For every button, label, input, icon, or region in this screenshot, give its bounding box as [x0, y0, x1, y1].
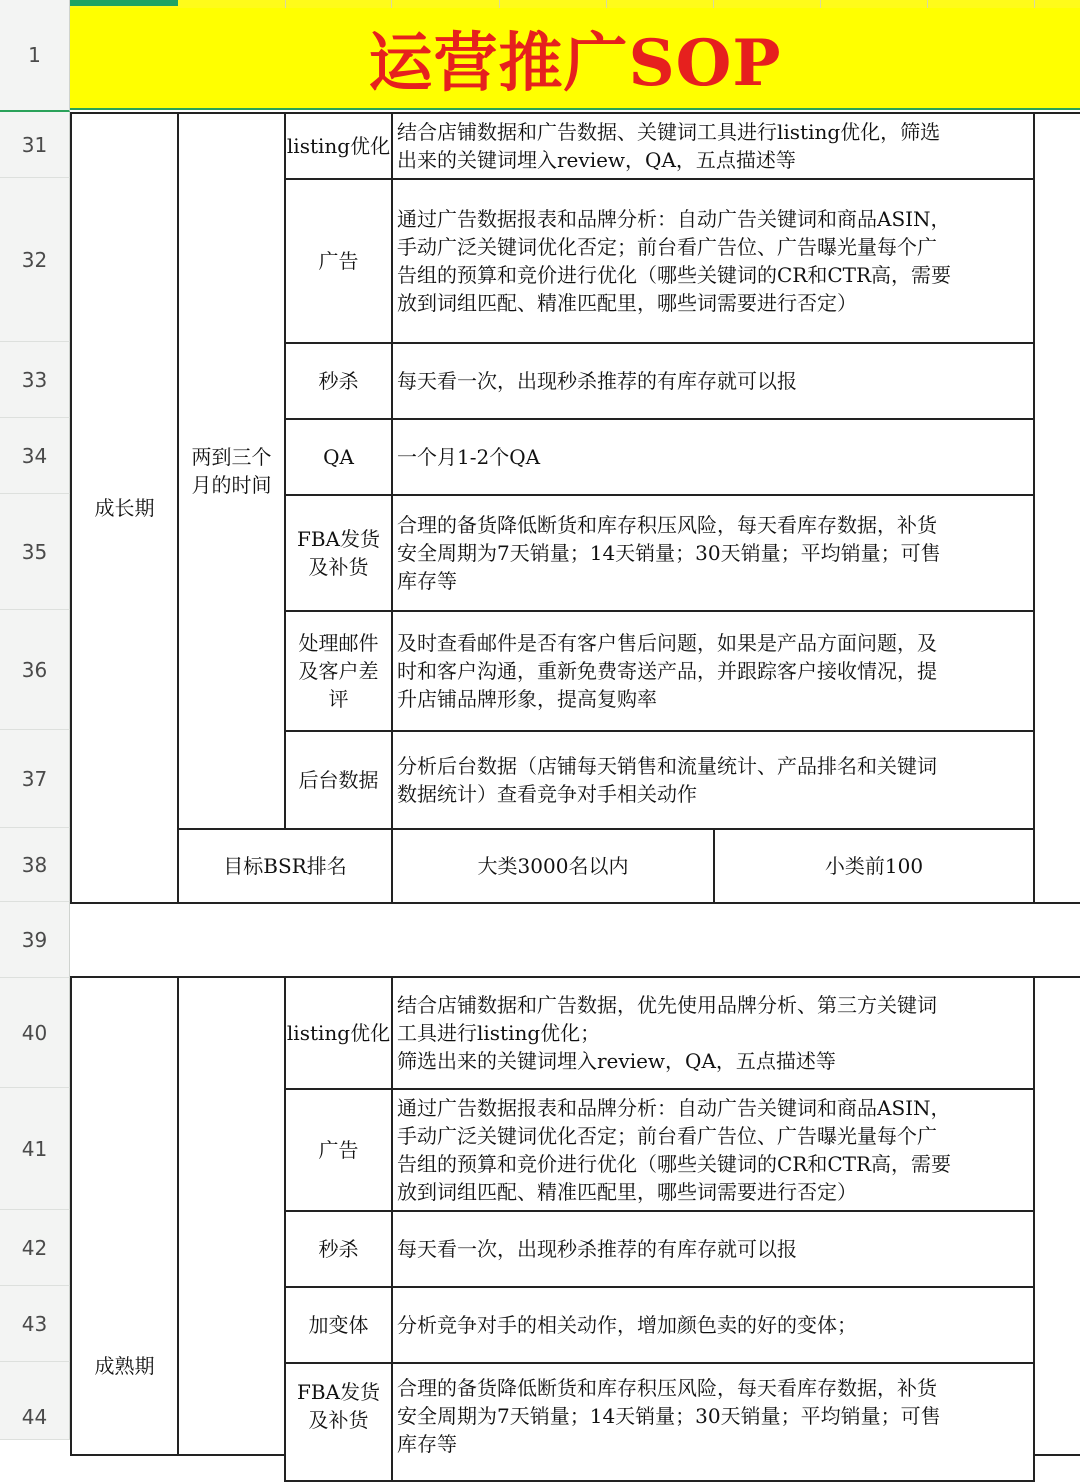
item-desc-cell[interactable] [391, 1088, 1035, 1212]
item-desc: 合理的备货降低断货和库存积压风险，每天看库存数据，补货 安全周期为7天销量；14天销量；30天销量；平均销量；可售 库存等 [397, 1376, 941, 1456]
item-name-cell[interactable] [284, 418, 393, 496]
row-header[interactable]: 34 [0, 418, 70, 494]
row-header[interactable]: 36 [0, 610, 70, 730]
selected-column-indicator [70, 0, 178, 6]
item-desc: 合理的备货降低断货和库存积压风险，每天看库存数据，补货 安全周期为7天销量；14天销量；30天销量；平均销量；可售 库存等 [397, 513, 941, 593]
item-name-cell[interactable] [284, 1362, 393, 1482]
item-name: 后台数据 [298, 768, 379, 792]
column-divider [713, 0, 714, 8]
item-name-cell[interactable] [284, 976, 393, 1090]
item-name: 广告 [318, 249, 359, 273]
duration-cell-empty[interactable] [177, 976, 286, 1456]
target-big: 大类3000名以内 [477, 854, 629, 878]
column-divider [285, 0, 286, 8]
item-desc: 分析后台数据（店铺每天销售和流量统计、产品排名和关键词 数据统计）查看竞争对手相关动作 [397, 754, 937, 806]
item-name-cell[interactable] [284, 730, 393, 830]
item-desc-cell[interactable] [391, 976, 1035, 1090]
item-desc-cell[interactable] [391, 610, 1035, 732]
row-header[interactable]: 37 [0, 730, 70, 828]
item-desc-cell[interactable] [391, 1362, 1035, 1482]
item-desc-cell[interactable] [391, 342, 1035, 420]
item-name-cell[interactable] [284, 1210, 393, 1288]
item-name: 加变体 [308, 1313, 369, 1337]
item-name-cell[interactable] [284, 494, 393, 612]
stage-cell-growth[interactable] [70, 112, 179, 904]
target-label-cell[interactable] [177, 828, 393, 904]
item-name: FBA发货 及补货 [296, 527, 381, 579]
stage-label: 成熟期 [94, 1354, 155, 1378]
target-small: 小类前100 [824, 854, 924, 878]
stage-cell-mature[interactable] [70, 976, 179, 1456]
column-divider [1034, 0, 1035, 8]
row-header[interactable]: 41 [0, 1088, 70, 1210]
item-desc: 一个月1-2个QA [397, 445, 541, 469]
column-divider [499, 0, 500, 8]
item-name: FBA发货 及补货 [296, 1380, 381, 1432]
item-desc-cell[interactable] [391, 730, 1035, 830]
item-name: 处理邮件 及客户差 评 [298, 631, 379, 711]
item-desc: 通过广告数据报表和品牌分析：自动广告关键词和商品ASIN， 手动广泛关键词优化否定；前台看广告位、广告曝光量每个广 告组的预算和竞价进行优化（哪些关键词的CR和CTR高，需要 放到词组匹配、精准匹配里，哪些词需要进行否定） [397, 1096, 952, 1204]
item-desc: 及时查看邮件是否有客户售后问题，如果是产品方面问题，及 时和客户沟通，重新免费寄送产品，并跟踪客户接收情况，提 升店铺品牌形象，提高复购率 [397, 631, 937, 711]
column-divider [820, 0, 821, 8]
row-header[interactable]: 38 [0, 828, 70, 902]
item-name: QA [323, 445, 354, 469]
row-header[interactable]: 32 [0, 178, 70, 342]
item-name: 广告 [318, 1138, 359, 1162]
item-desc: 结合店铺数据和广告数据，优先使用品牌分析、第三方关键词 工具进行listing优化； 筛选出来的关键词埋入review，QA，五点描述等 [397, 993, 937, 1073]
item-desc-cell[interactable] [391, 178, 1035, 344]
item-name-cell[interactable] [284, 1286, 393, 1364]
target-small-cell[interactable] [713, 828, 1035, 904]
item-name: 秒杀 [318, 1237, 359, 1261]
row-header[interactable]: 1 [0, 0, 70, 112]
item-name-cell[interactable] [284, 342, 393, 420]
column-divider [606, 0, 607, 8]
item-desc: 结合店铺数据和广告数据、关键词工具进行listing优化，筛选 出来的关键词埋入review，QA，五点描述等 [397, 120, 941, 172]
duration-label: 两到三个 月的时间 [191, 445, 272, 497]
empty-column-cell[interactable] [1033, 976, 1080, 1456]
item-name-cell[interactable] [284, 610, 393, 732]
item-desc: 分析竞争对手的相关动作，增加颜色卖的好的变体； [397, 1313, 857, 1337]
column-header-strip [70, 0, 1080, 8]
item-desc-cell[interactable] [391, 1210, 1035, 1288]
row-header[interactable]: 40 [0, 978, 70, 1088]
item-desc: 每天看一次，出现秒杀推荐的有库存就可以报 [397, 1237, 797, 1261]
item-name: listing优化 [286, 134, 391, 158]
target-big-cell[interactable] [391, 828, 715, 904]
item-name-cell[interactable] [284, 178, 393, 344]
item-desc: 每天看一次，出现秒杀推荐的有库存就可以报 [397, 369, 797, 393]
column-divider [927, 0, 928, 8]
sheet-title[interactable]: 运营推广SOP [70, 8, 1080, 110]
row-header[interactable]: 44 [0, 1362, 70, 1440]
row-header[interactable]: 31 [0, 112, 70, 178]
row-header[interactable]: 33 [0, 342, 70, 418]
row-header[interactable]: 43 [0, 1286, 70, 1362]
row-header[interactable]: 42 [0, 1210, 70, 1286]
empty-column-cell[interactable] [1033, 112, 1080, 904]
item-name-cell[interactable] [284, 1088, 393, 1212]
item-name: 秒杀 [318, 369, 359, 393]
row-header[interactable]: 35 [0, 494, 70, 610]
item-desc-cell[interactable] [391, 112, 1035, 180]
item-desc-cell[interactable] [391, 418, 1035, 496]
column-divider [391, 0, 392, 8]
duration-cell[interactable] [177, 112, 286, 830]
item-name: listing优化 [286, 1021, 391, 1045]
row-header[interactable]: 39 [0, 902, 70, 978]
item-name-cell[interactable] [284, 112, 393, 180]
item-desc-cell[interactable] [391, 494, 1035, 612]
item-desc-cell[interactable] [391, 1286, 1035, 1364]
stage-label: 成长期 [94, 496, 155, 520]
item-desc: 通过广告数据报表和品牌分析：自动广告关键词和商品ASIN， 手动广泛关键词优化否定；前台看广告位、广告曝光量每个广 告组的预算和竞价进行优化（哪些关键词的CR和CTR高，需要 放到词组匹配、精准匹配里，哪些词需要进行否定） [397, 207, 952, 315]
target-label: 目标BSR排名 [223, 854, 347, 878]
empty-row[interactable] [70, 902, 1080, 978]
